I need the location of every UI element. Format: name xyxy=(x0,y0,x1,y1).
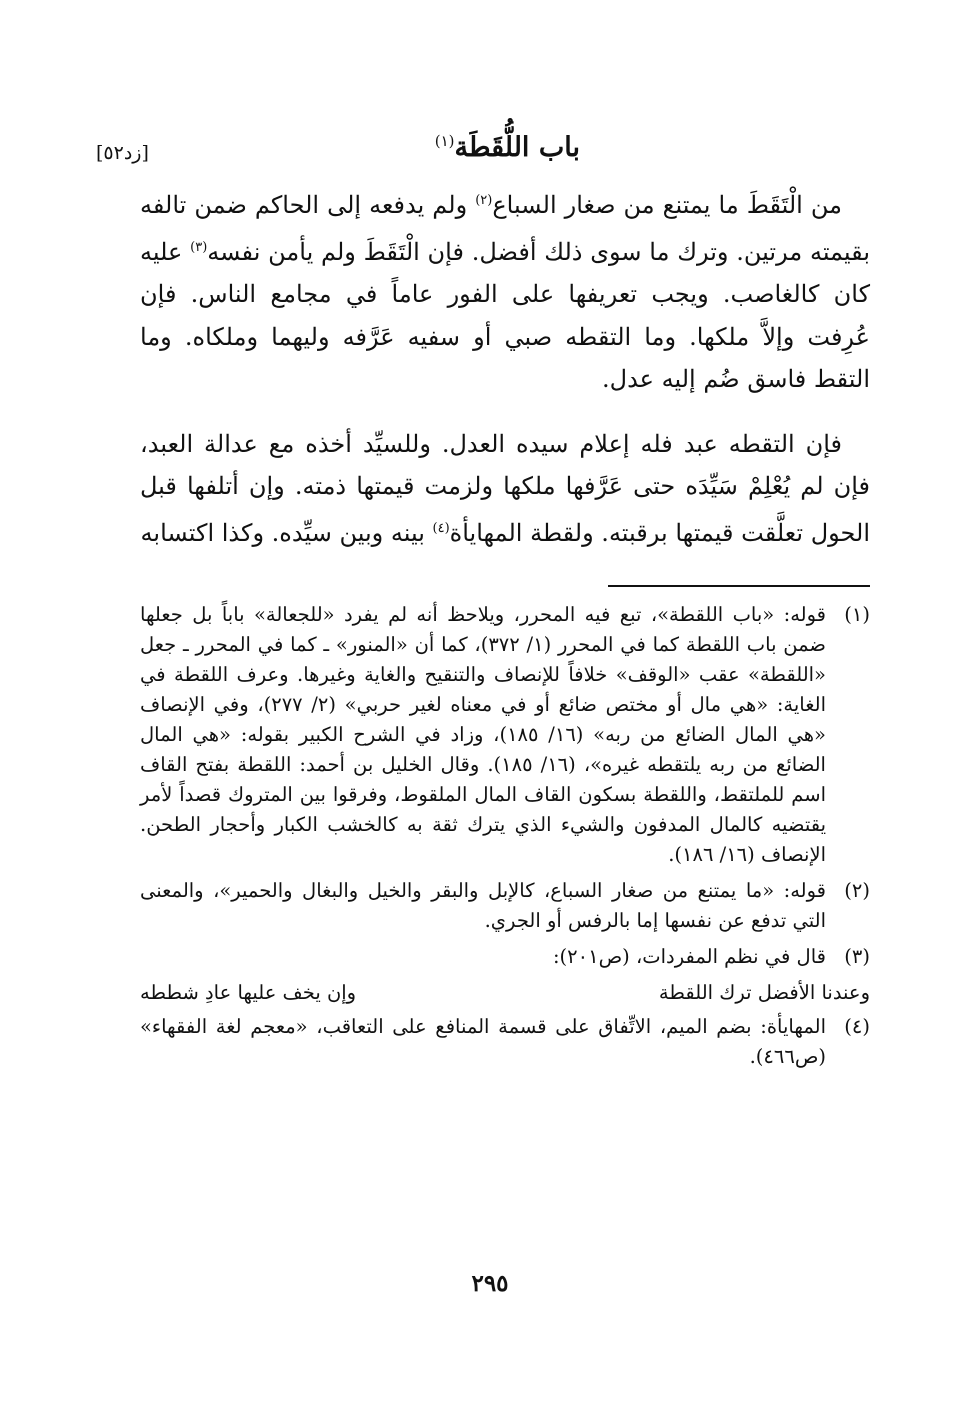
main-text xyxy=(140,180,870,576)
verse-second-hemistich: وإن يخف عليها عادِ شططه xyxy=(140,981,357,1004)
footnotes xyxy=(140,600,870,1078)
footnote-divider xyxy=(608,585,870,587)
text-run: بينه وبين سيِّده. وكذا اكتسابه xyxy=(140,518,433,547)
footnote xyxy=(140,600,870,870)
footnote xyxy=(140,876,870,936)
footnote-text: المهايأة: بضم الميم، الاتِّفاق على قسمة المنافع على التعاقب، «معجم لغة الفقهاء» (ص٤٦٦). xyxy=(140,1015,826,1068)
paragraph xyxy=(140,423,870,555)
footnote xyxy=(140,942,870,972)
footnote-ref: (٢) xyxy=(475,193,493,208)
poem-verse xyxy=(140,978,870,1008)
page-header xyxy=(80,132,870,172)
footnote-ref: (٤) xyxy=(432,520,450,536)
text-run: ولم يدفعه إلى الحاكم ضمن تالفه بقيمته مرتين. وترك ما سوى ذلك أفضل. فإن الْتَقَطَ ولم يأمن نفسه xyxy=(140,191,870,266)
text-run: فإن التقطه عبد فله إعلام سيده العدل. وللسيِّد أخذه مع عدالة العبد، فإن لم يُعْلِمْ سَيِّدَه حتى عَرَّفها ملكها ولزمت قيمتها ذمته. وإن أتلفها قبل الحول تعلَّقت قيمتها برقبته. ولقطة المهايأة xyxy=(140,429,870,547)
page-number: ٢٩٥ xyxy=(471,1270,509,1297)
section-title xyxy=(435,132,580,163)
footnote-number: (٣) xyxy=(844,945,870,968)
footnote-text: قوله: «ما يمتنع من صغار السباع، كالإبل والبقر والخيل والبغال والحمير»، والمعنى التي تدفع عن نفسها إما بالرفس أو الجري. xyxy=(140,879,826,932)
section-title-text: باب اللُّقَطَة xyxy=(454,132,580,163)
footnote-ref: (٣) xyxy=(190,239,208,255)
footnote xyxy=(140,1012,870,1072)
footnote-number: (١) xyxy=(844,603,870,626)
text-run: عليه كان كالغاصب. ويجب تعريفها على الفور عاماً في مجامع الناس. فإن عُرِفت وإلاَّ ملكها. وما التقطه صبي أو سفيه عَرَّفه وليهما وملكاه. وما التقط فاسق ضُم إليه عدل. xyxy=(140,237,870,393)
manuscript-marker: [زد٥٢] xyxy=(96,142,149,164)
footnote-text: قوله: «باب اللقطة»، تبع فيه المحرر، ويلاحظ أنه لم يفرد «للجعالة» باباً بل جعلها ضمن باب اللقطة كما في المحرر (١/ ٣٧٢)، كما أن «المنور» ـ كما في المحرر ـ جعل «اللقطة» عقب «الوقف» خلافاً للإنصاف والتنقيح والغاية وغيرها. وعرف اللقطة في الغاية: «هي مال أو مختص ضائع أو في معناه لغير حربي» (٢/ ٢٧٧)، وفي الإنصاف «هي المال الضائع من ربه» (١٦/ ١٨٥)، وزاد في الشرح الكبير بقوله: «هي المال الضائع من ربه يلتقطه غيره»، (١٦/ ١٨٥). وقال الخليل بن أحمد: اللقطة بفتح القاف اسم للملتقط، واللقطة بسكون القاف المال الملقوط، وفرقوا بين المتروك قصداً لأمر يقتضيه كالمال المدفون والشيء الذي يترك ثقة به كالخشب الكبار وأحجار الطحن. الإنصاف (١٦/ ١٨٦). xyxy=(140,603,826,866)
footnote-ref: (١) xyxy=(434,132,455,150)
footnote-text: قال في نظم المفردات، (ص٢٠١): xyxy=(552,945,826,968)
verse-first-hemistich: وعندنا الأفضل ترك اللقطة xyxy=(658,981,870,1004)
paragraph xyxy=(140,180,870,401)
footnote-number: (٢) xyxy=(844,879,870,902)
text-run: من الْتَقَطَ ما يمتنع من صغار السباع xyxy=(492,191,842,219)
footnote-number: (٤) xyxy=(844,1015,870,1038)
